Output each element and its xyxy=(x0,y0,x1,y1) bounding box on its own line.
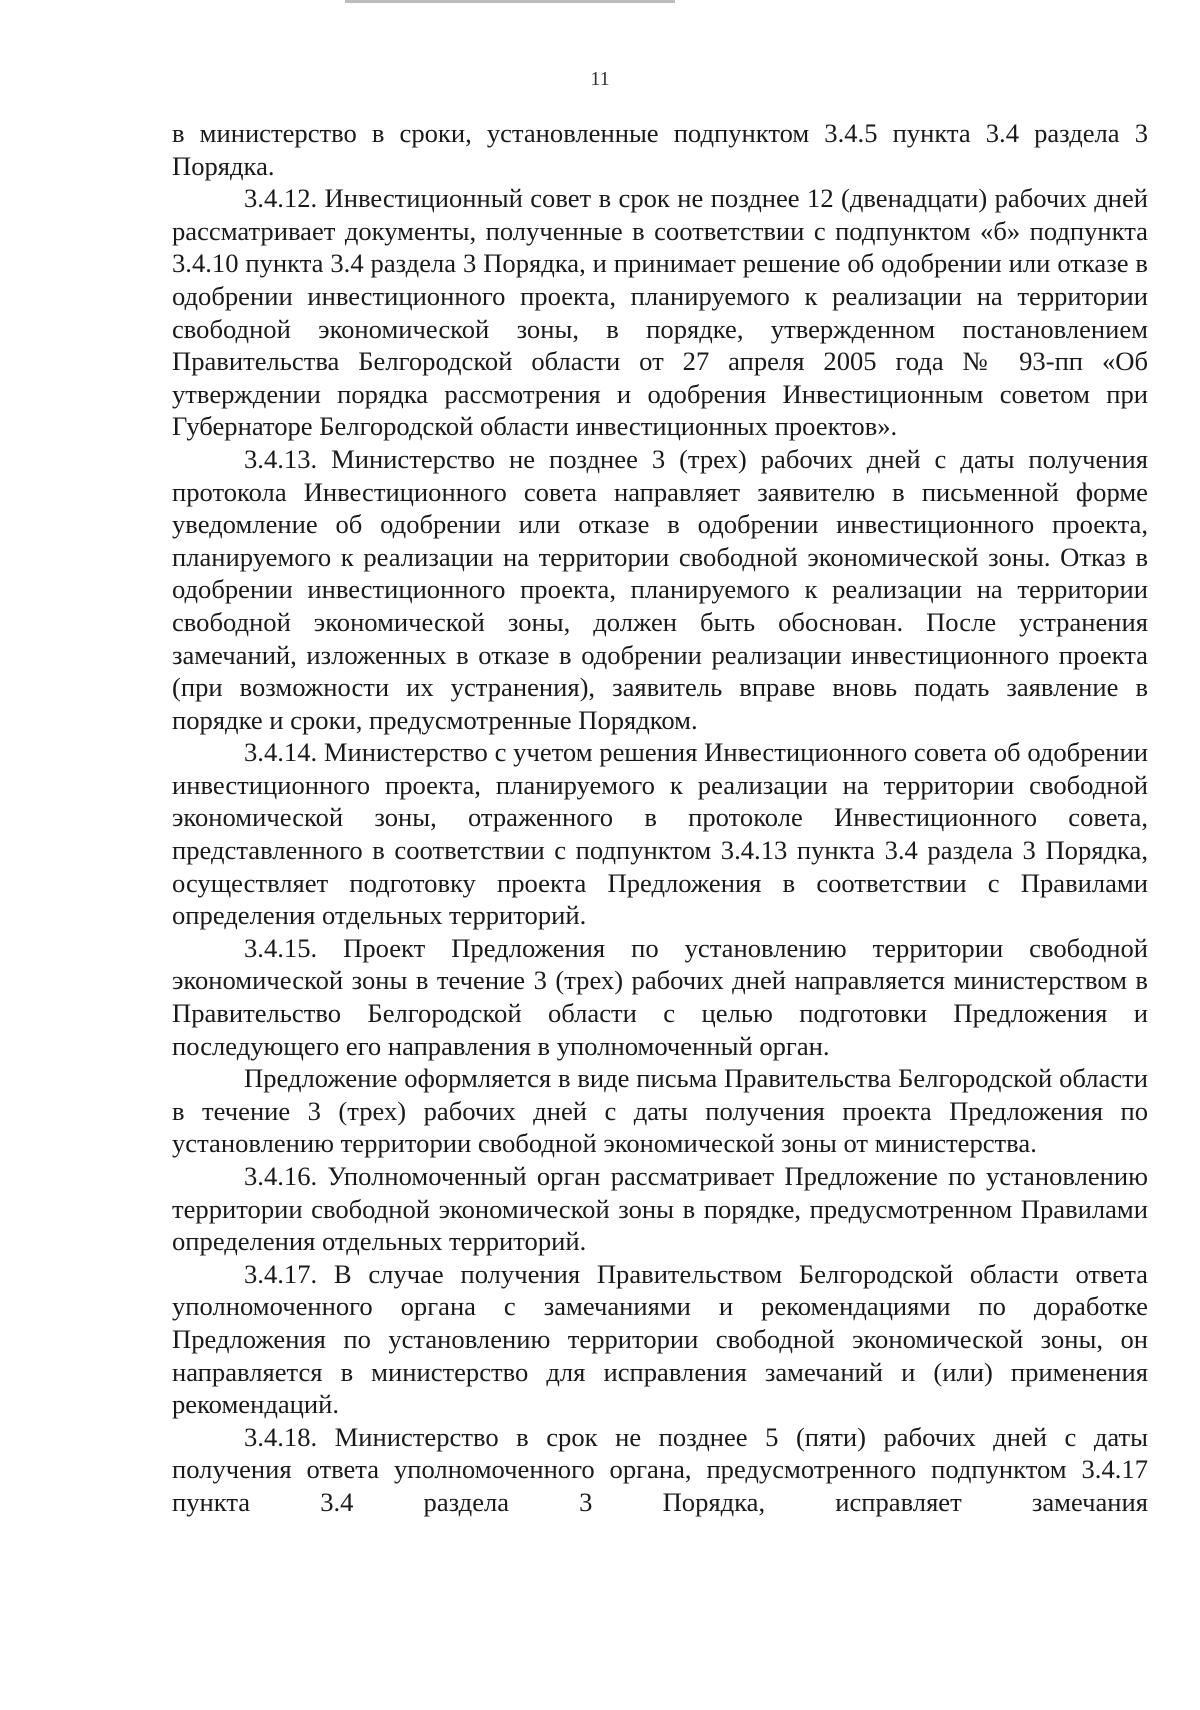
paragraph: 3.4.12. Инвестиционный совет в срок не позднее 12 (двенадцати) рабочих дней рассматривает документы, полученные в соответствии с подпунктом «б» подпункта 3.4.10 пункта 3.4 раздела 3 Порядка, и принимает решение об одобрении или отказе в одобрении инвестиционного проекта, планируемого к реализации на территории свободной экономической зоны, в порядке, утвержденном постановлением Правительства Белгородской области от 27 апреля 2005 года № 93-пп «Об утверждении порядка рассмотрения и одобрения Инвестиционным советом при Губернаторе Белгородской области инвестиционных проектов». xyxy=(172,183,1148,442)
paragraph: 3.4.14. Министерство с учетом решения Инвестиционного совета об одобрении инвестиционного проекта, планируемого к реализации на территории свободной экономической зоны, отраженного в протоколе Инвестиционного совета, представленного в соответствии с подпунктом 3.4.13 пункта 3.4 раздела 3 Порядка, осуществляет подготовку проекта Предложения в соответствии с Правилами определения отдельных территорий. xyxy=(172,737,1148,931)
paragraph: 3.4.15. Проект Предложения по установлению территории свободной экономической зоны в течение 3 (трех) рабочих дней направляется министерством в Правительство Белгородской области с целью подготовки Предложения и последующего его направления в уполномоченный орган. xyxy=(172,932,1148,1061)
page-number: 11 xyxy=(590,68,610,90)
paragraph: 3.4.17. В случае получения Правительством Белгородской области ответа уполномоченного органа с замечаниями и рекомендациями по доработке Предложения по установлению территории свободной экономической зоны, он направляется в министерство для исправления замечаний и (или) применения рекомендаций. xyxy=(172,1258,1148,1420)
paragraph: 3.4.13. Министерство не позднее 3 (трех) рабочих дней с даты получения протокола Инвестиционного совета направляет заявителю в письменной форме уведомление об одобрении или отказе в одобрении инвестиционного проекта, планируемого к реализации на территории свободной экономической зоны. Отказ в одобрении инвестиционного проекта, планируемого к реализации на территории свободной экономической зоны, должен быть обоснован. После устранения замечаний, изложенных в отказе в одобрении реализации инвестиционного проекта (при возможности их устранения), заявитель вправе вновь подать заявление в порядке и сроки, предусмотренные Порядком. xyxy=(172,443,1148,735)
scan-artifact-line xyxy=(345,0,675,3)
paragraph: 3.4.16. Уполномоченный орган рассматривает Предложение по установлению территории свободной экономической зоны в порядке, предусмотренном Правилами определения отдельных территорий. xyxy=(172,1161,1148,1257)
paragraph: в министерство в сроки, установленные подпунктом 3.4.5 пункта 3.4 раздела 3 Порядка. xyxy=(172,118,1148,181)
paragraph: 3.4.18. Министерство в срок не позднее 5 (пяти) рабочих дней с даты получения ответа уполномоченного органа, предусмотренного подпунктом 3.4.17 пункта 3.4 раздела 3 Порядка, исправляет замечания xyxy=(172,1421,1148,1517)
document-body xyxy=(172,117,1148,1519)
paragraph: Предложение оформляется в виде письма Правительства Белгородской области в течение 3 (трех) рабочих дней с даты получения проекта Предложения по установлению территории свободной экономической зоны от министерства. xyxy=(172,1063,1148,1159)
